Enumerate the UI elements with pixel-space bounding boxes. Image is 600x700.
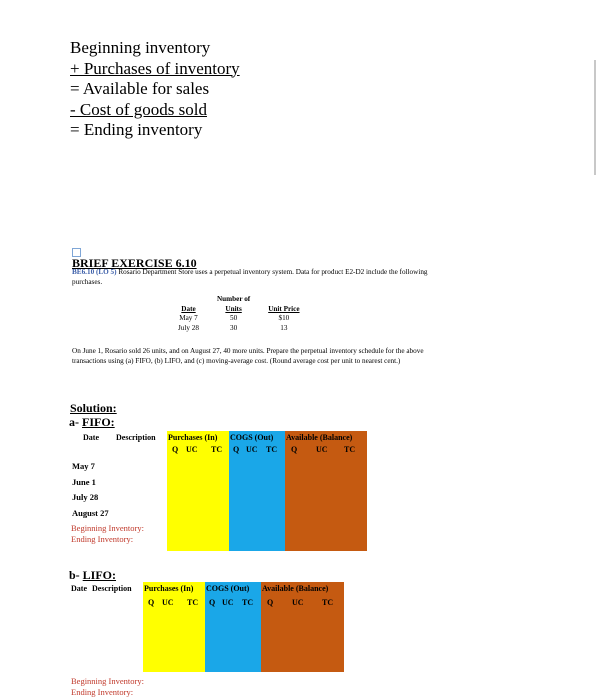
fifo-row-date: July 28 bbox=[72, 492, 99, 502]
lifo-bal-q: Q bbox=[267, 598, 274, 607]
lifo-ending-inventory: Ending Inventory: bbox=[71, 687, 134, 697]
fifo-heading bbox=[69, 415, 115, 430]
lifo-available-column bbox=[261, 582, 344, 672]
lifo-description-header: Description bbox=[92, 584, 132, 593]
fifo-available-header: Available (Balance) bbox=[286, 433, 353, 442]
lifo-out-tc: TC bbox=[242, 598, 254, 607]
fifo-row-date: May 7 bbox=[72, 461, 95, 471]
table-row bbox=[178, 314, 318, 324]
fifo-out-tc: TC bbox=[266, 445, 278, 454]
fifo-prefix: a- bbox=[69, 415, 79, 429]
purchases-table bbox=[178, 295, 318, 333]
fifo-label: FIFO: bbox=[82, 415, 115, 429]
formula-line-ending: = Ending inventory bbox=[70, 120, 203, 139]
fifo-description-header: Description bbox=[116, 433, 156, 442]
fifo-in-uc: UC bbox=[186, 445, 198, 454]
lifo-bal-tc: TC bbox=[322, 598, 334, 607]
row-date: May 7 bbox=[179, 314, 198, 322]
lifo-prefix: b- bbox=[69, 568, 80, 582]
fifo-in-q: Q bbox=[172, 445, 179, 454]
formula-line-available: = Available for sales bbox=[70, 79, 210, 98]
row-price: $10 bbox=[278, 314, 290, 322]
fifo-ending-inventory: Ending Inventory: bbox=[71, 534, 134, 544]
formula-line-purchases: + Purchases of inventory bbox=[70, 58, 240, 78]
fifo-bal-tc: TC bbox=[344, 445, 356, 454]
lifo-heading bbox=[69, 568, 116, 583]
formula-line-beginning: Beginning inventory bbox=[70, 38, 211, 57]
exercise-question: On June 1, Rosario sold 26 units, and on August 27, 40 more units. Prepare the perpetual inventory schedule for the above transactions using (a) FIFO, (b) LIFO, and (c) moving-average cost. (Round average cost per unit to nearest cent.) bbox=[72, 347, 424, 365]
lifo-purchases-header: Purchases (In) bbox=[144, 584, 194, 593]
lifo-out-q: Q bbox=[209, 598, 216, 607]
solution-title: Solution: bbox=[70, 401, 117, 415]
fifo-date-header: Date bbox=[83, 433, 99, 442]
row-price: 13 bbox=[280, 323, 288, 332]
lifo-bal-uc: UC bbox=[292, 598, 304, 607]
fifo-row-date: June 1 bbox=[72, 477, 96, 487]
fifo-out-uc: UC bbox=[246, 445, 258, 454]
lifo-date-header: Date bbox=[71, 584, 87, 593]
exercise-intro bbox=[72, 268, 452, 287]
units-header-top: Number of bbox=[216, 295, 251, 303]
table-row bbox=[178, 324, 318, 334]
lifo-in-q: Q bbox=[148, 598, 155, 607]
fifo-beginning-inventory: Beginning Inventory: bbox=[71, 523, 144, 533]
formula-line-cogs: - Cost of goods sold bbox=[70, 99, 207, 119]
page-edge-divider bbox=[594, 60, 596, 175]
lifo-label: LIFO: bbox=[82, 568, 117, 582]
fifo-purchases-header: Purchases (In) bbox=[168, 433, 218, 442]
lifo-beginning-inventory: Beginning Inventory: bbox=[71, 676, 144, 686]
fifo-in-tc: TC bbox=[211, 445, 223, 454]
exercise-intro-text: Rosario Department Store uses a perpetual inventory system. Data for product E2-D2 include the following purchases. bbox=[72, 268, 428, 286]
exercise-title: BRIEF EXERCISE 6.10 bbox=[72, 256, 197, 270]
fifo-bal-uc: UC bbox=[316, 445, 328, 454]
lifo-in-tc: TC bbox=[187, 598, 199, 607]
lifo-out-uc: UC bbox=[222, 598, 234, 607]
exercise-code: BE6.10 (LO 5) bbox=[72, 268, 117, 276]
fifo-row-date: August 27 bbox=[72, 508, 109, 518]
units-header: Units bbox=[225, 304, 242, 313]
row-units: 30 bbox=[229, 323, 238, 332]
lifo-cogs-column bbox=[205, 582, 261, 672]
fifo-bal-q: Q bbox=[291, 445, 298, 454]
fifo-cogs-header: COGS (Out) bbox=[230, 433, 274, 442]
lifo-purchases-column bbox=[143, 582, 205, 672]
lifo-cogs-header: COGS (Out) bbox=[206, 584, 250, 593]
price-header: Unit Price bbox=[268, 304, 300, 313]
fifo-out-q: Q bbox=[233, 445, 240, 454]
lifo-in-uc: UC bbox=[162, 598, 174, 607]
row-units: 50 bbox=[229, 314, 238, 322]
lifo-available-header: Available (Balance) bbox=[262, 584, 329, 593]
date-header: Date bbox=[181, 304, 196, 313]
row-date: July 28 bbox=[178, 323, 199, 332]
inventory-formula bbox=[70, 38, 240, 141]
